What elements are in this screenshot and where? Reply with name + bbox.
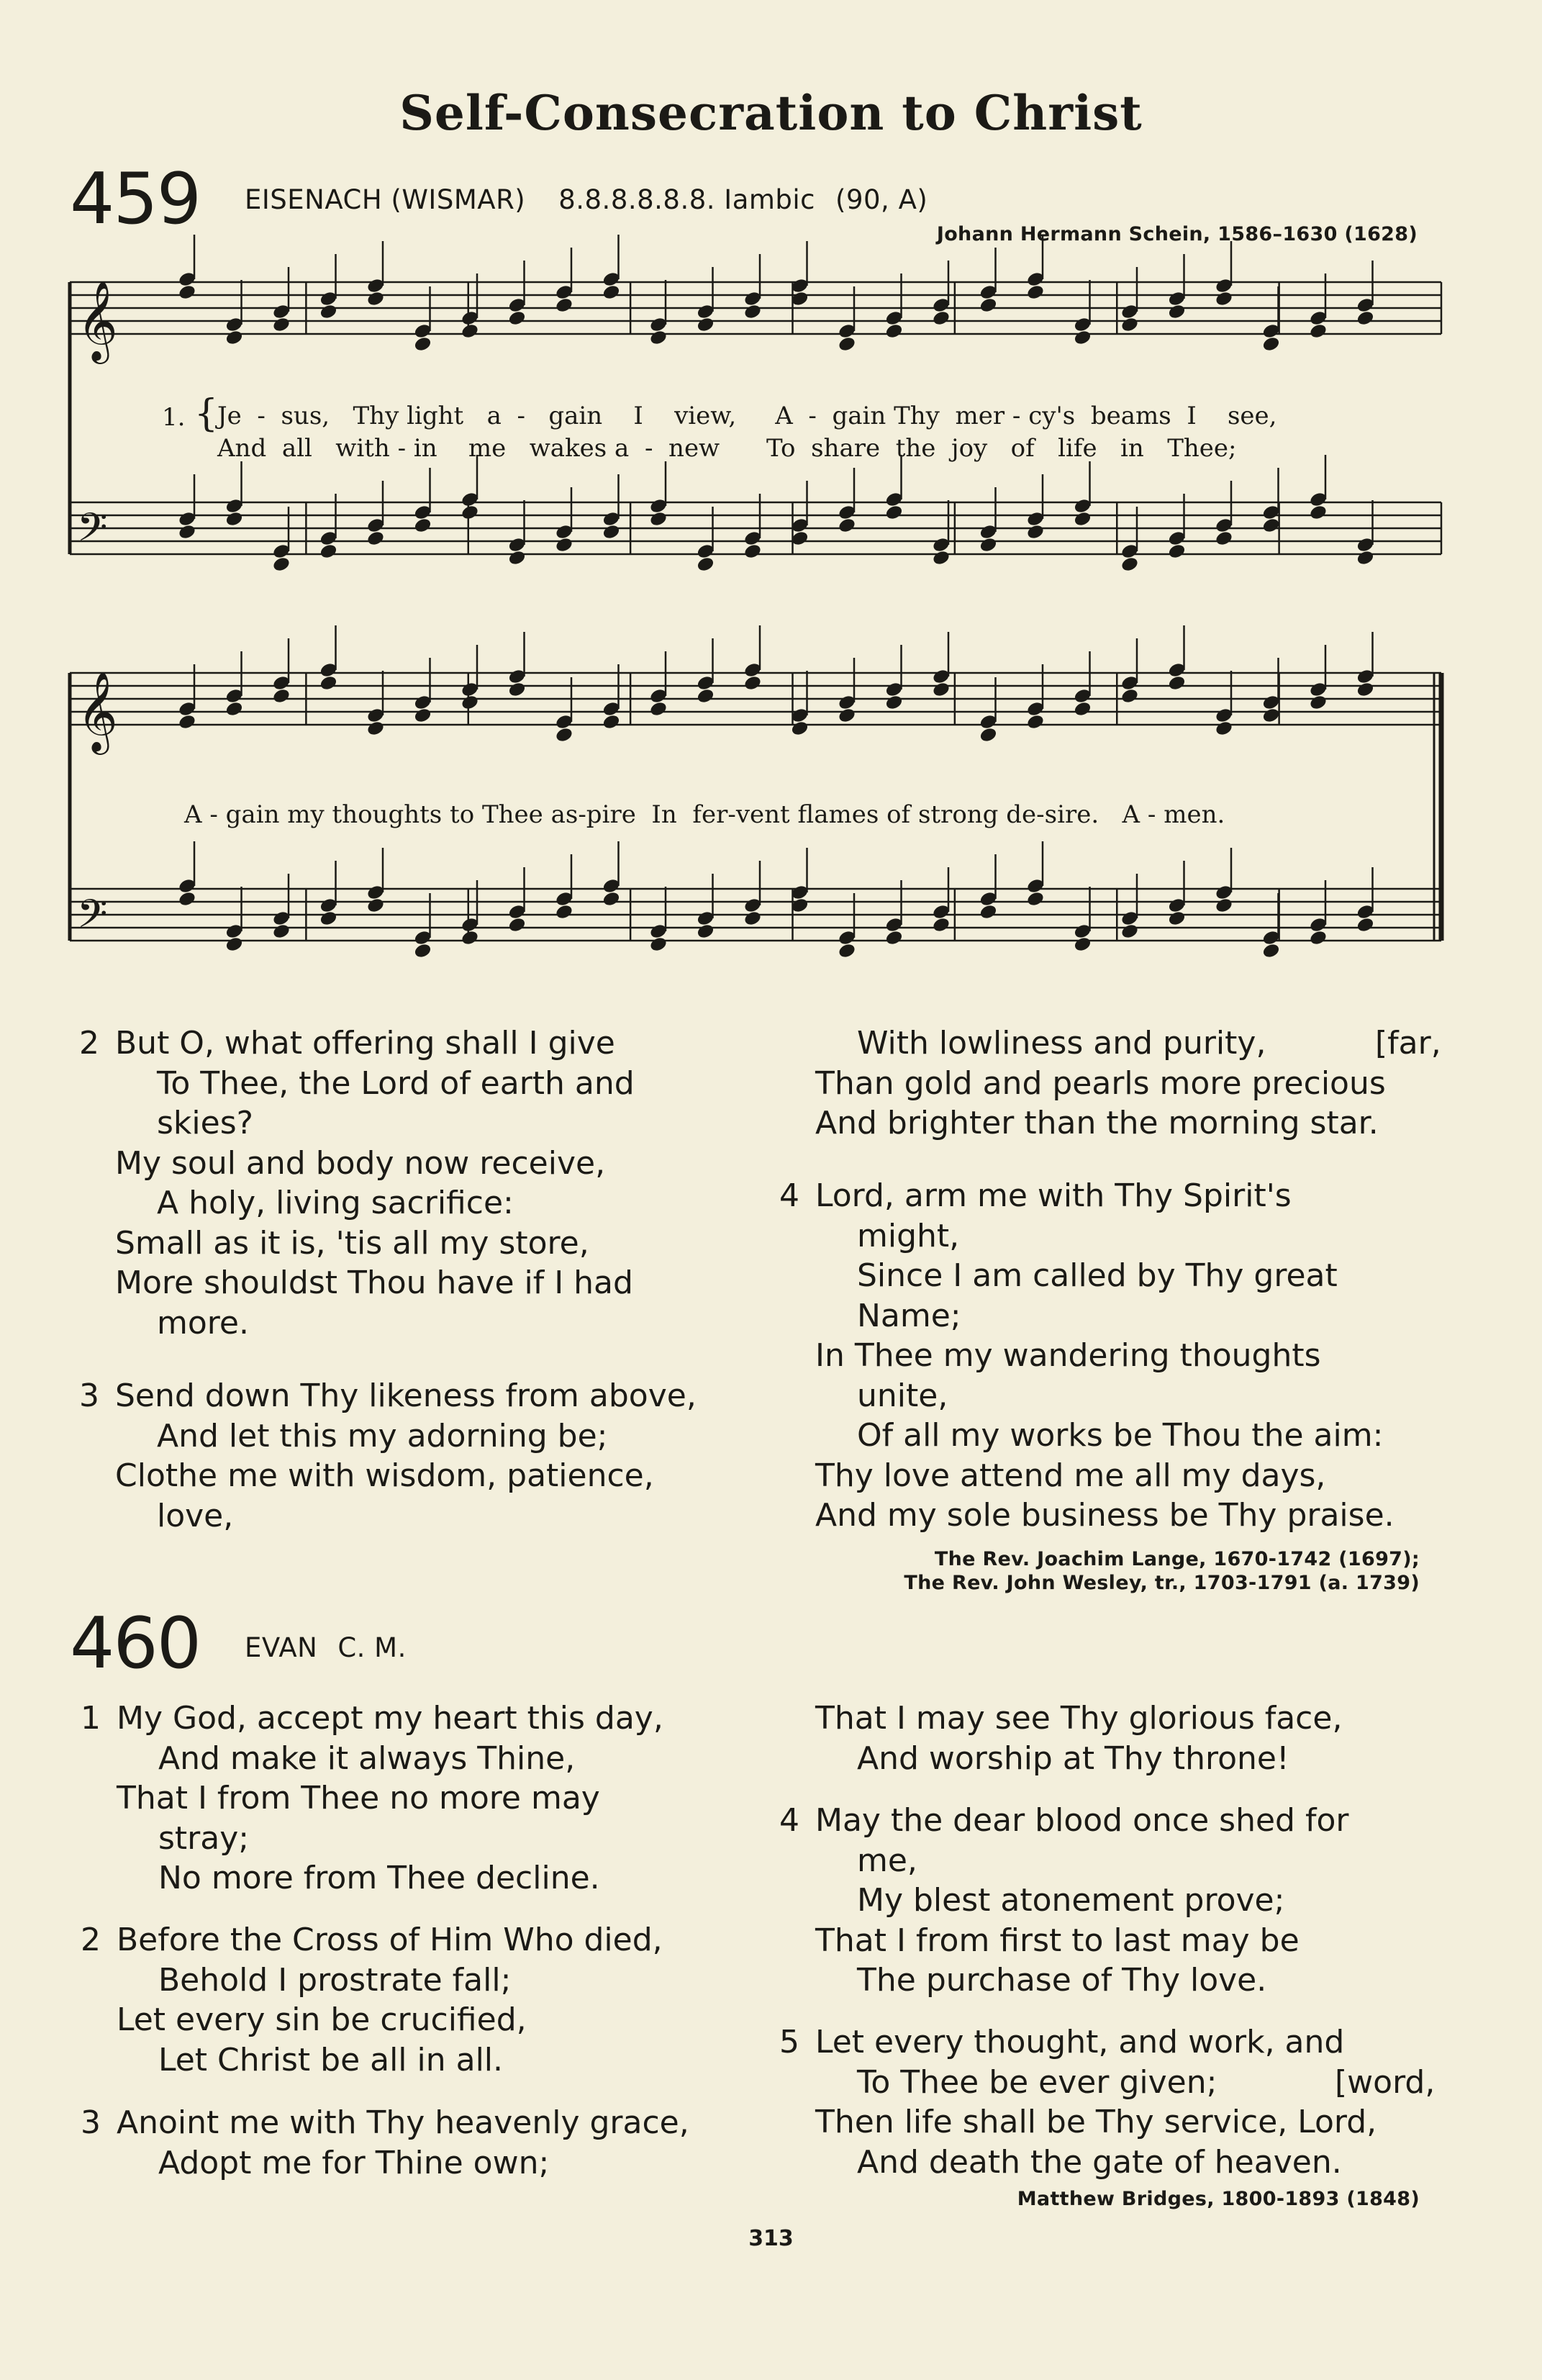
verse-number: 2 xyxy=(79,1025,99,1062)
note-head xyxy=(319,674,338,692)
verse-line: Name; xyxy=(857,1297,961,1334)
tune-info-460 xyxy=(245,1632,407,1663)
note-head xyxy=(413,707,432,724)
verse-number: 4 xyxy=(779,1177,799,1214)
note-head xyxy=(979,903,998,920)
verse-text: [far, xyxy=(1375,1025,1441,1062)
verse-line: That I from Thee no more may xyxy=(117,1780,600,1816)
note-head xyxy=(461,929,480,946)
verse-line: And death the gate of heaven. xyxy=(857,2143,1342,2181)
note-head xyxy=(1309,504,1328,521)
note-head xyxy=(932,681,951,698)
treble-clef-icon: 𝄞 xyxy=(77,280,118,361)
verse-line: And make it always Thine, xyxy=(158,1739,576,1777)
note-head xyxy=(1356,549,1375,566)
verse-line: To Thee, the Lord of earth and xyxy=(157,1064,635,1102)
note-head xyxy=(696,923,715,940)
note-head xyxy=(366,290,386,307)
note-head xyxy=(225,700,244,718)
note-head xyxy=(1167,543,1187,560)
verse-line: Before the Cross of Him Who died, xyxy=(117,1922,663,1958)
author-credit-459 xyxy=(904,1547,1420,1595)
note-head xyxy=(884,504,904,521)
note-head xyxy=(178,523,197,540)
verse-line: more. xyxy=(157,1304,249,1341)
note-head xyxy=(225,329,244,346)
verse-line: That I from first to last may be xyxy=(815,1922,1300,1959)
verse-line: But O, what offering shall I give xyxy=(115,1025,615,1062)
verse-line: May the dear blood once shed for xyxy=(815,1802,1349,1839)
note-head xyxy=(1167,910,1187,927)
note-head xyxy=(319,303,338,320)
verse-line: love, xyxy=(157,1497,234,1534)
composer-credit: Johann Hermann Schein, 1586–1630 (1628) xyxy=(936,223,1418,245)
verse-line xyxy=(815,2063,1436,2103)
note-head xyxy=(838,335,857,353)
note-head xyxy=(461,504,480,521)
page-number: 313 xyxy=(748,2226,794,2251)
verse-5-460 xyxy=(779,2022,1436,2182)
verse-line: Clothe me with wisdom, patience, xyxy=(115,1457,654,1494)
author-credit-460: Matthew Bridges, 1800-1893 (1848) xyxy=(1017,2188,1420,2210)
verse-label: 1. xyxy=(162,403,186,432)
verse-line: me, xyxy=(857,1842,917,1879)
note-head xyxy=(884,322,904,340)
note-head xyxy=(366,530,386,547)
verse-line: Let every thought, and work, and xyxy=(815,2024,1345,2060)
note-head xyxy=(178,890,197,908)
note-head xyxy=(932,916,951,933)
note-head xyxy=(932,309,951,327)
verse-number: 3 xyxy=(81,2104,101,2141)
verse-line: skies? xyxy=(157,1105,253,1141)
lyric-line-1: Je - sus, Thy light a - gain I view, A - gain Thy mer - cy's beams I see, xyxy=(217,402,1277,430)
note-head xyxy=(1073,329,1092,346)
verse-line: The purchase of Thy love. xyxy=(857,1962,1267,1999)
brace: { xyxy=(194,392,219,435)
verse-number: 1 xyxy=(81,1700,101,1737)
hymn-number-460: 460 xyxy=(70,1603,201,1685)
note-head xyxy=(696,316,715,333)
note-head xyxy=(602,713,621,730)
note-head xyxy=(1073,700,1092,718)
note-head xyxy=(319,543,338,560)
note-head xyxy=(1026,713,1046,730)
note-head xyxy=(1215,897,1234,914)
note-head xyxy=(1120,556,1140,573)
note-head xyxy=(743,303,763,320)
note-head xyxy=(696,687,715,705)
note-head xyxy=(178,713,197,730)
note-head xyxy=(555,726,574,743)
note-head xyxy=(1026,523,1046,540)
note-head xyxy=(507,916,527,933)
note-head xyxy=(413,942,432,959)
verse-text: To Thee be ever given; xyxy=(857,2063,1217,2101)
note-head xyxy=(602,890,621,908)
verse-line xyxy=(815,1023,1441,1064)
note-head xyxy=(932,549,951,566)
note-head xyxy=(366,720,386,737)
note-head xyxy=(1215,720,1234,737)
verse-line: Behold I prostrate fall; xyxy=(158,1961,512,1999)
verse-1-460 xyxy=(81,1698,663,1899)
note-head xyxy=(1073,936,1092,953)
verse-line: And let this my adorning be; xyxy=(157,1417,608,1454)
note-head xyxy=(696,556,715,573)
verse-line: Thy love attend me all my days, xyxy=(815,1457,1326,1494)
note-head xyxy=(838,942,857,959)
note-head xyxy=(1356,309,1375,327)
tune-name: EISENACH (WISMAR) xyxy=(245,184,526,215)
verse-line: stray; xyxy=(158,1819,250,1857)
note-head xyxy=(1167,303,1187,320)
note-head xyxy=(225,936,244,953)
note-head xyxy=(649,936,668,953)
note-head xyxy=(1261,335,1281,353)
note-head xyxy=(1120,923,1140,940)
verse-line: Send down Thy likeness from above, xyxy=(115,1377,697,1414)
verse-line: And brighter than the morning star. xyxy=(815,1105,1379,1141)
verse-3-460 xyxy=(81,2103,689,2183)
note-head xyxy=(366,897,386,914)
note-head xyxy=(272,923,291,940)
verse-line: Adopt me for Thine own; xyxy=(158,2144,550,2181)
page-title: Self-Consecration to Christ xyxy=(399,85,1143,141)
note-head xyxy=(602,284,621,301)
verse-line: More shouldst Thou have if I had xyxy=(115,1264,633,1301)
note-head xyxy=(555,903,574,920)
meter: 8.8.8.8.8.8. Iambic xyxy=(558,184,816,215)
note-head xyxy=(272,316,291,333)
verse-line: Anoint me with Thy heavenly grace, xyxy=(117,2104,689,2141)
verse-line: Since I am called by Thy great xyxy=(857,1257,1338,1294)
note-head xyxy=(1120,316,1140,333)
note-head xyxy=(1261,942,1281,959)
author-line: The Rev. Joachim Lange, 1670-1742 (1697); xyxy=(934,1548,1420,1570)
verse-line: In Thee my wandering thoughts xyxy=(815,1337,1321,1374)
lyric-line-3: A - gain my thoughts to Thee as-pire In fer-vent flames of strong de-sire. A - men. xyxy=(184,800,1225,829)
note-head xyxy=(1167,674,1187,692)
note-head xyxy=(461,694,480,711)
note-head xyxy=(649,510,668,528)
note-head xyxy=(413,335,432,353)
verse-4-459 xyxy=(779,1176,1394,1536)
verse-line: Of all my works be Thou the aim: xyxy=(857,1417,1384,1454)
verse-3-459-cont xyxy=(815,1023,1441,1144)
note-head xyxy=(1120,687,1140,705)
verse-line: And my sole business be Thy praise. xyxy=(815,1497,1394,1534)
note-head xyxy=(1356,681,1375,698)
verse-3-459 xyxy=(79,1376,697,1536)
verse-line: That I may see Thy glorious face, xyxy=(815,1700,1343,1737)
meter: C. M. xyxy=(337,1632,407,1663)
verse-line: And worship at Thy throne! xyxy=(857,1739,1289,1777)
verse-4-460 xyxy=(779,1801,1349,2001)
verse-number: 3 xyxy=(79,1377,99,1414)
note-head xyxy=(1309,694,1328,711)
note-head xyxy=(1261,517,1281,534)
verse-line: Lord, arm me with Thy Spirit's xyxy=(815,1177,1292,1214)
note-head xyxy=(555,536,574,553)
note-head xyxy=(272,687,291,705)
note-head xyxy=(979,536,998,553)
note-head xyxy=(1356,916,1375,933)
note-head xyxy=(319,910,338,927)
note-head xyxy=(1215,530,1234,547)
verse-text: [word, xyxy=(1335,2063,1436,2101)
verse-number: 2 xyxy=(81,1922,101,1958)
note-head xyxy=(461,322,480,340)
note-head xyxy=(979,297,998,314)
treble-clef-icon: 𝄞 xyxy=(77,671,118,751)
verse-line: My soul and body now receive, xyxy=(115,1144,606,1182)
verse-line: might, xyxy=(857,1217,960,1254)
note-head xyxy=(178,284,197,301)
note-head xyxy=(1261,707,1281,724)
note-head xyxy=(507,681,527,698)
verse-line: Small as it is, 'tis all my store, xyxy=(115,1224,589,1262)
verse-line: My blest atonement prove; xyxy=(857,1882,1285,1919)
note-head xyxy=(1026,890,1046,908)
bass-clef-icon: 𝄢 xyxy=(77,504,108,560)
note-head xyxy=(979,726,998,743)
verse-text: With lowliness and purity, xyxy=(857,1025,1266,1062)
verse-line: Let every sin be crucified, xyxy=(117,2001,527,2038)
verse-3-460-cont xyxy=(815,1698,1342,1778)
note-head xyxy=(743,543,763,560)
note-head xyxy=(272,556,291,573)
verse-2-459 xyxy=(79,1023,635,1343)
verse-line: Let Christ be all in all. xyxy=(158,2041,504,2078)
verse-line: Than gold and pearls more precious xyxy=(815,1064,1386,1102)
note-head xyxy=(413,517,432,534)
verse-number: 5 xyxy=(779,2024,799,2060)
verse-2-460 xyxy=(81,1920,663,2080)
note-head xyxy=(507,549,527,566)
verse-line: No more from Thee decline. xyxy=(158,1860,600,1896)
note-head xyxy=(838,517,857,534)
note-head xyxy=(602,523,621,540)
lyric-line-2: And all with - in me wakes a - new To share the joy of life in Thee; xyxy=(217,434,1237,463)
key-info: (90, A) xyxy=(835,184,928,215)
note-head xyxy=(1073,510,1092,528)
verse-line: A holy, living sacrifice: xyxy=(157,1185,514,1221)
note-head xyxy=(1215,290,1234,307)
note-head xyxy=(225,510,244,528)
note-head xyxy=(838,707,857,724)
tune-name: EVAN xyxy=(245,1632,318,1663)
note-head xyxy=(884,694,904,711)
music-score xyxy=(0,0,1542,1008)
note-head xyxy=(649,329,668,346)
bass-clef-icon: 𝄢 xyxy=(77,891,108,946)
note-head xyxy=(743,910,763,927)
note-head xyxy=(555,297,574,314)
note-head xyxy=(743,674,763,692)
verse-line: My God, accept my heart this day, xyxy=(117,1700,663,1737)
note-head xyxy=(884,929,904,946)
note-head xyxy=(649,700,668,718)
verse-line: unite, xyxy=(857,1377,948,1414)
author-line: The Rev. John Wesley, tr., 1703-1791 (a. 1739) xyxy=(904,1572,1420,1594)
note-head xyxy=(1026,284,1046,301)
note-head xyxy=(1309,929,1328,946)
hymn-number-459: 459 xyxy=(70,158,201,240)
note-head xyxy=(1309,322,1328,340)
note-head xyxy=(507,309,527,327)
verse-line: Then life shall be Thy service, Lord, xyxy=(815,2104,1377,2140)
verse-number: 4 xyxy=(779,1802,799,1839)
